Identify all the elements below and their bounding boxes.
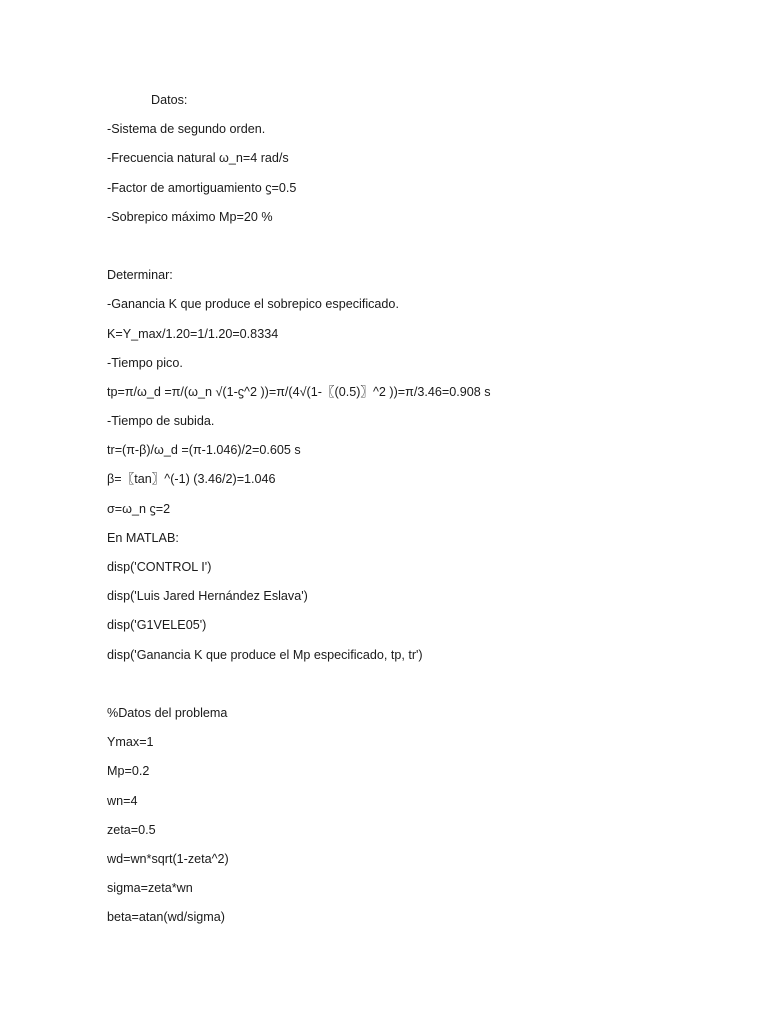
determinar-line: K=Y_max/1.20=1/1.20=0.8334 [107,326,279,341]
determinar-line: β=〖tan〗^(-1) (3.46/2)=1.046 [107,472,276,487]
code-line: wn=4 [107,793,138,808]
code-line: beta=atan(wd/sigma) [107,910,225,925]
code-line: sigma=zeta*wn [107,881,193,896]
determinar-line: σ=ω_n ϛ=2 [107,501,171,516]
determinar-line: disp('Luis Jared Hernández Eslava') [107,589,308,604]
datos-line: -Frecuencia natural ω_n=4 rad/s [107,151,289,166]
blank-line [107,236,727,265]
datos-line: -Sistema de segundo orden. [107,122,266,137]
determinar-line: disp('CONTROL I') [107,560,212,574]
code-line: %Datos del problema [107,705,228,720]
blank-line [107,674,727,703]
determinar-line: disp('Ganancia K que produce el Mp especificado, tp, tr') [107,647,423,662]
datos-heading: Datos: [151,93,188,107]
determinar-line: -Ganancia K que produce el sobrepico especificado. [107,297,399,312]
code-line: zeta=0.5 [107,822,156,837]
determinar-line: disp('G1VELE05') [107,618,207,633]
datos-line: -Sobrepico máximo Mp=20 % [107,209,273,224]
document-body [107,90,727,936]
determinar-line: En MATLAB: [107,530,179,545]
determinar-line: -Tiempo pico. [107,355,183,370]
code-line: Mp=0.2 [107,764,150,779]
determinar-line: tr=(π-β)/ω_d =(π-1.046)/2=0.605 s [107,443,301,458]
datos-line: -Factor de amortiguamiento ϛ=0.5 [107,180,297,195]
determinar-line: -Tiempo de subida. [107,414,215,429]
code-line: Ymax=1 [107,735,154,750]
determinar-heading: Determinar: [107,268,173,283]
determinar-line: tp=π/ω_d =π/(ω_n √(1-ϛ^2 ))=π/(4√(1-〖(0.5)〗^2 ))=π/3.46=0.908 s [107,384,491,399]
code-line: wd=wn*sqrt(1-zeta^2) [107,851,229,866]
